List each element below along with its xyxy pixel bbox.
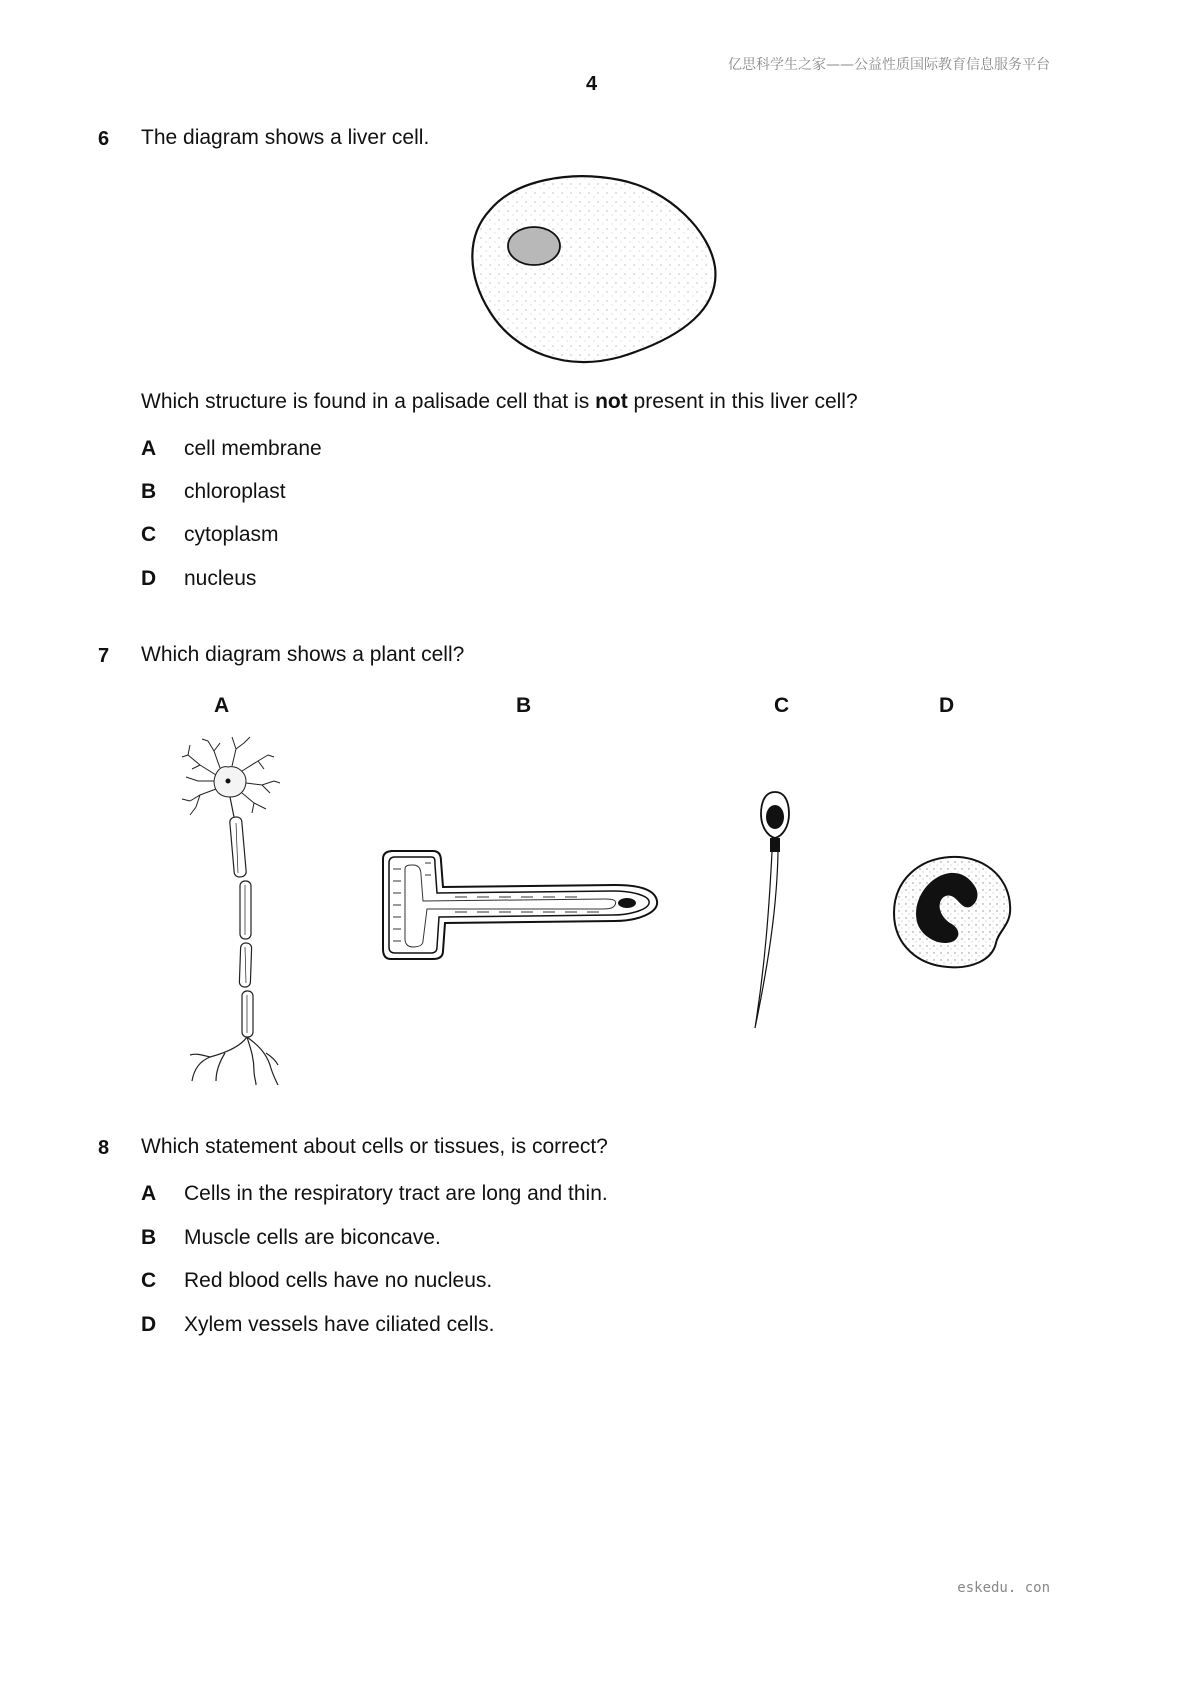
liver-cell-diagram (470, 172, 730, 370)
q8-option-b-letter: B (141, 1226, 157, 1249)
root-hair-cell-diagram (375, 845, 665, 965)
q8-option-d-text: Xylem vessels have ciliated cells. (184, 1313, 495, 1336)
liver-cell-nucleus (508, 227, 560, 265)
question-7-number: 7 (98, 645, 110, 667)
header-watermark: 亿思科学生之家——公益性质国际教育信息服务平台 (728, 57, 1050, 73)
question-7-stem: Which diagram shows a plant cell? (141, 643, 465, 666)
diagram-a-label: A (214, 694, 230, 717)
q6-option-a-text: cell membrane (184, 437, 322, 460)
sperm-cell-midpiece (770, 838, 780, 852)
diagram-d-label: D (939, 694, 955, 717)
liver-cell-membrane (472, 176, 715, 362)
diagram-b-label: B (516, 694, 532, 717)
nerve-cell-diagram (170, 735, 300, 1085)
q6-option-d-text: nucleus (184, 567, 257, 590)
q8-option-b-text: Muscle cells are biconcave. (184, 1226, 441, 1249)
root-hair-cell-nucleus (618, 898, 636, 908)
q6-option-b-letter: B (141, 480, 157, 503)
white-blood-cell-diagram (890, 853, 1020, 973)
sperm-cell-tail (755, 852, 778, 1028)
question-8-stem: Which statement about cells or tissues, is correct? (141, 1135, 608, 1158)
nerve-cell-axon (190, 797, 278, 1085)
sperm-cell-nucleus (766, 805, 784, 829)
q6-option-a-letter: A (141, 437, 157, 460)
q8-option-a-text: Cells in the respiratory tract are long and thin. (184, 1182, 608, 1205)
question-8-number: 8 (98, 1137, 110, 1159)
question-6-number: 6 (98, 128, 110, 150)
page-number: 4 (586, 73, 598, 95)
question-6-prompt: Which structure is found in a palisade cell that is not present in this liver cell? (141, 390, 858, 413)
q6-option-c-letter: C (141, 523, 157, 546)
sperm-cell-diagram (755, 790, 805, 1030)
q8-option-a-letter: A (141, 1182, 157, 1205)
q8-option-d-letter: D (141, 1313, 157, 1336)
q6-option-c-text: cytoplasm (184, 523, 279, 546)
question-6-stem: The diagram shows a liver cell. (141, 126, 430, 149)
diagram-c-label: C (774, 694, 790, 717)
q6-option-d-letter: D (141, 567, 157, 590)
footer-watermark: eskedu. con (957, 1580, 1050, 1596)
q6-option-b-text: chloroplast (184, 480, 286, 503)
q8-option-c-letter: C (141, 1269, 157, 1292)
nerve-cell-nucleus (226, 779, 231, 784)
q8-option-c-text: Red blood cells have no nucleus. (184, 1269, 493, 1292)
